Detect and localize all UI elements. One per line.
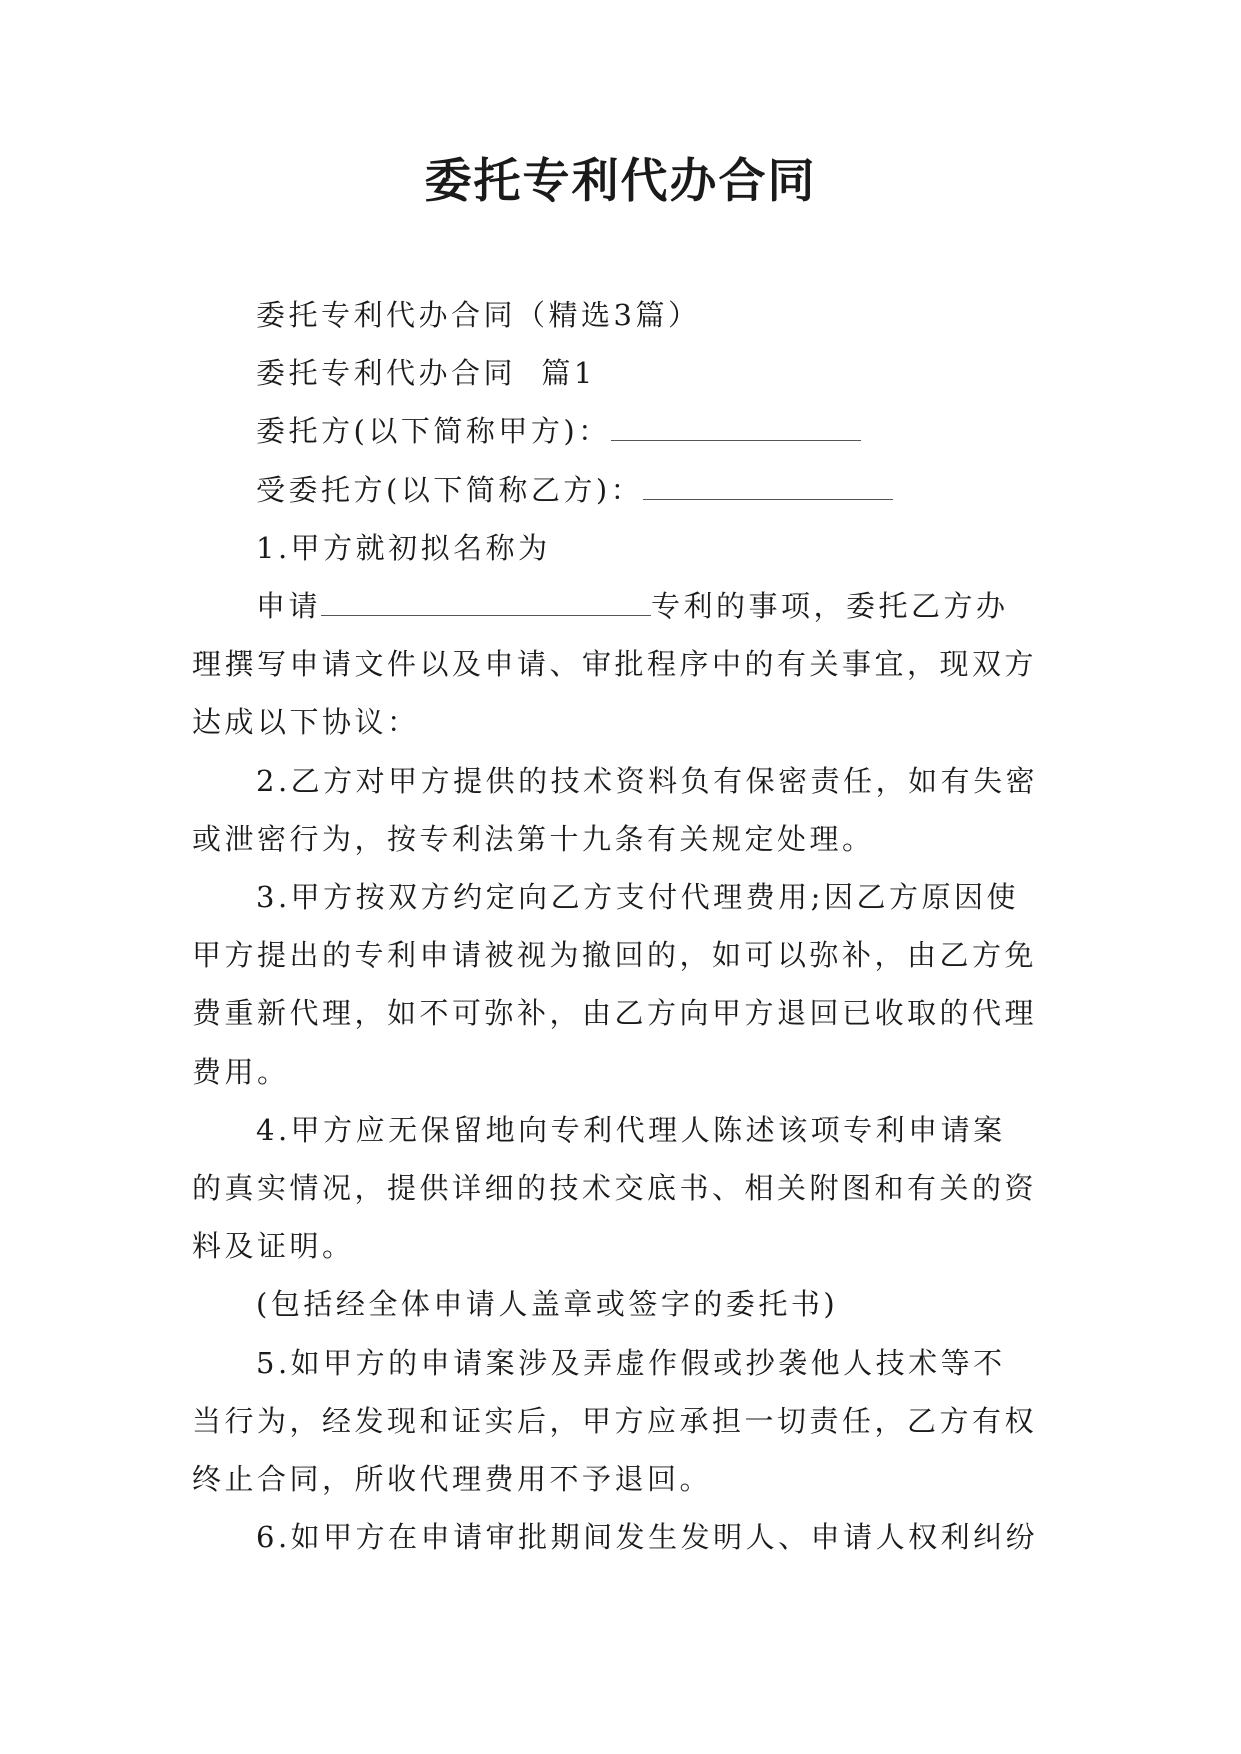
- text-line: 理撰写申请文件以及申请、审批程序中的有关事宜，现双方: [192, 647, 1038, 682]
- text-line: 6.如甲方在申请审批期间发生发明人、申请人权利纠纷: [256, 1520, 1039, 1555]
- agent-party-blank: [643, 473, 893, 500]
- text-line: 料及证明。: [192, 1229, 355, 1264]
- text-line: 达成以下协议：: [192, 705, 420, 740]
- patent-name-blank: [321, 589, 651, 616]
- client-party-blank: [611, 414, 861, 441]
- text-line: 3.甲方按双方约定向乙方支付代理费用;因乙方原因使: [256, 880, 1019, 915]
- agent-party-label: 受委托方(以下简称乙方)：: [256, 472, 644, 507]
- text-line: 费用。: [192, 1054, 290, 1089]
- text-line: 2.乙方对甲方提供的技术资料负有保密责任，如有失密: [256, 763, 1039, 798]
- text-line: 当行为，经发现和证实后，甲方应承担一切责任，乙方有权: [192, 1403, 1038, 1438]
- text-line: 终止合同，所收代理费用不予退回。: [192, 1462, 713, 1497]
- text-line: 5.如甲方的申请案涉及弄虚作假或抄袭他人技术等不: [256, 1345, 1006, 1380]
- patent-matter-text: 专利的事项，委托乙方办: [651, 589, 1009, 624]
- text-line: 的真实情况，提供详细的技术交底书、相关附图和有关的资: [192, 1171, 1038, 1206]
- text-line: 4.甲方应无保留地向专利代理人陈述该项专利申请案: [256, 1112, 1006, 1147]
- text-line: 1.甲方就初拟名称为: [256, 530, 551, 565]
- patent-name-line: [192, 577, 1052, 635]
- client-party-label: 委托方(以下简称甲方)：: [256, 414, 611, 449]
- text-line: 甲方提出的专利申请被视为撤回的，如可以弥补，由乙方免: [192, 938, 1038, 973]
- text-line: 委托专利代办合同（精选3篇）: [256, 298, 701, 332]
- document-title: 委托专利代办合同: [424, 154, 817, 209]
- text-line: 或泄密行为，按专利法第十九条有关规定处理。: [192, 821, 875, 856]
- agent-party-line: [192, 461, 1052, 519]
- text-line: 委托专利代办合同 篇1: [256, 356, 596, 391]
- client-party-line: [192, 402, 1052, 460]
- document-body: [192, 286, 1052, 1566]
- text-line: 费重新代理，如不可弥补，由乙方向甲方退回已收取的代理: [192, 996, 1038, 1031]
- apply-label: 申请: [256, 589, 322, 624]
- text-line: (包括经全体申请人盖章或签字的委托书): [256, 1287, 839, 1322]
